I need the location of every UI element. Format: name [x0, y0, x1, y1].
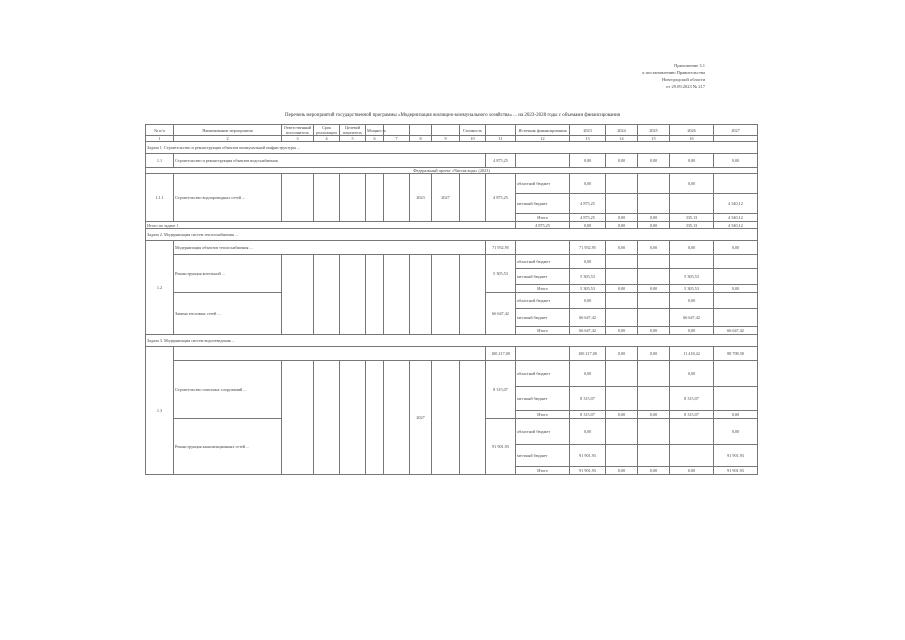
- row-value: 0,00: [638, 347, 670, 361]
- row-number: 1.2: [146, 241, 174, 335]
- row-total: 8 315,07: [486, 361, 516, 419]
- col-number: 15: [638, 136, 670, 142]
- row-value: 4 540,12: [714, 222, 758, 229]
- row-value: 66 647,42: [670, 309, 714, 327]
- row-cell: [366, 361, 384, 475]
- row-value: 0,00: [606, 222, 638, 229]
- row-value: 8 315,07: [670, 387, 714, 411]
- col-header: Ответственный исполнитель: [282, 125, 314, 136]
- row-value: [714, 387, 758, 411]
- row-number: 1.1: [146, 154, 174, 168]
- row-value: 0,00: [670, 293, 714, 309]
- row-value: 0,00: [606, 327, 638, 335]
- col-number: 2: [174, 136, 282, 142]
- col-number: 12: [516, 136, 570, 142]
- row-value: 88 798,58: [714, 347, 758, 361]
- row-value: 0,00: [638, 327, 670, 335]
- row-value: 0,00: [570, 222, 606, 229]
- row-value: 0,00: [638, 467, 670, 475]
- row-value: 4 540,12: [714, 194, 758, 214]
- row-value: 0,00: [570, 174, 606, 194]
- appendix-line: к постановлению Правительства: [642, 70, 705, 75]
- row-total: 4 875,25: [486, 154, 516, 168]
- col-header: Целевой показатель: [340, 125, 366, 136]
- row-name: Реконструкция канализационных сетей ...: [174, 419, 282, 475]
- col-header-year: 2027: [714, 125, 758, 136]
- row-value: 335,13: [670, 222, 714, 229]
- row-value: 0,00: [606, 285, 638, 293]
- table-row: [146, 154, 758, 168]
- row-value: [714, 174, 758, 194]
- row-label: Итого: [516, 214, 570, 222]
- row-value: [670, 445, 714, 467]
- col-header: Стоимость: [460, 125, 486, 136]
- row-number: 1.3: [146, 347, 174, 475]
- row-value: 91 901,93: [570, 445, 606, 467]
- appendix-line: от 29.09.2023 № 217: [666, 84, 705, 89]
- row-cell: [282, 174, 314, 222]
- row-total: 71 952,95: [486, 241, 516, 255]
- row-value: 0,00: [714, 285, 758, 293]
- row-value: [638, 255, 670, 269]
- row-value: 91 901,93: [714, 445, 758, 467]
- row-value: [606, 419, 638, 445]
- row-value: 0,00: [638, 222, 670, 229]
- row-source: местный бюджет: [516, 194, 570, 214]
- row-name: Реконструкция котельной ...: [174, 255, 282, 293]
- col-header: Мощность: [366, 125, 384, 136]
- row-value: [714, 309, 758, 327]
- col-header-year: 2023: [570, 125, 606, 136]
- row-value: 71 952,95: [570, 241, 606, 255]
- table-row: [146, 255, 758, 269]
- row-value: [638, 194, 670, 214]
- row-cell: [384, 174, 410, 222]
- row-year: 2027: [410, 361, 432, 475]
- row-value: [670, 255, 714, 269]
- row-label: Итого: [516, 327, 570, 335]
- row-value: 8 315,07: [570, 411, 606, 419]
- row-value: 66 647,42: [570, 309, 606, 327]
- row-value: 0,00: [670, 327, 714, 335]
- row-value: 0,00: [606, 214, 638, 222]
- section-row: [146, 142, 758, 154]
- row-value: 11 418,42: [670, 347, 714, 361]
- row-value: 4 540,12: [714, 214, 758, 222]
- row-cell: [460, 174, 486, 222]
- row-cell: [314, 361, 340, 475]
- row-value: [638, 293, 670, 309]
- row-value: [638, 269, 670, 285]
- row-name: [174, 347, 486, 361]
- row-source: местный бюджет: [516, 445, 570, 467]
- row-value: [606, 293, 638, 309]
- appendix-block: [642, 62, 705, 90]
- row-value: 0,00: [606, 411, 638, 419]
- row-value: 91 901,93: [714, 467, 758, 475]
- row-source: местный бюджет: [516, 387, 570, 411]
- document-title: Перечень мероприятий государственной программы «Модернизация жилищно-коммунального хозяйства» ... на 2023-2028 годы с объемами финансирования: [285, 113, 620, 118]
- row-value: 0,00: [638, 214, 670, 222]
- row-value: 335,13: [670, 214, 714, 222]
- col-header-year: 2024: [606, 125, 638, 136]
- row-value: 0,00: [570, 255, 606, 269]
- row-value: [638, 174, 670, 194]
- appendix-line: Приложение 3.1: [674, 63, 705, 68]
- row-value: 5 305,53: [670, 285, 714, 293]
- col-number: 6: [366, 136, 384, 142]
- row-value: [606, 361, 638, 387]
- row-value: [638, 309, 670, 327]
- row-cell: [432, 255, 460, 335]
- row-total: 91 901,93: [486, 419, 516, 475]
- row-cell: [432, 361, 460, 475]
- table-row: [146, 361, 758, 387]
- row-value: 4 875,25: [570, 194, 606, 214]
- row-value: [714, 293, 758, 309]
- row-value: [606, 194, 638, 214]
- row-total: 66 647,42: [486, 293, 516, 335]
- row-cell: [410, 255, 432, 335]
- col-number: 5: [340, 136, 366, 142]
- row-value: 4 875,25: [570, 214, 606, 222]
- row-source: областной бюджет: [516, 293, 570, 309]
- row-value: 8 315,07: [670, 411, 714, 419]
- row-value: 0,00: [714, 241, 758, 255]
- col-number: 14: [606, 136, 638, 142]
- row-value: 0,00: [638, 411, 670, 419]
- row-value: [670, 194, 714, 214]
- row-source: областной бюджет: [516, 174, 570, 194]
- col-number: 3: [282, 136, 314, 142]
- row-note: Федеральный проект «Чистая вода» (2023): [146, 168, 758, 174]
- row-name: Модернизация объектов теплоснабжения ...: [174, 241, 486, 255]
- row-cell: [340, 255, 366, 335]
- col-number: 16: [670, 136, 714, 142]
- row-total: 5 305,53: [486, 255, 516, 293]
- col-header: № п/п: [146, 125, 174, 136]
- row-value: 5 305,53: [570, 285, 606, 293]
- col-number: 4: [314, 136, 340, 142]
- section-row: [146, 335, 758, 347]
- row-source: [516, 347, 570, 361]
- row-value: [638, 361, 670, 387]
- row-value: [606, 255, 638, 269]
- row-cell: [384, 361, 410, 475]
- row-source: [516, 154, 570, 168]
- row-label: Итого: [516, 467, 570, 475]
- row-value: 66 647,42: [714, 327, 758, 335]
- row-name: Строительство очистных сооружений ...: [174, 361, 282, 419]
- appendix-line: Новгородской области: [661, 77, 705, 82]
- row-value: 0,00: [570, 293, 606, 309]
- row-year: 2023: [410, 174, 432, 222]
- table-row: [146, 347, 758, 361]
- row-value: [606, 174, 638, 194]
- row-name: Строительство водопроводных сетей ...: [174, 174, 282, 222]
- row-number: 1.1.1: [146, 174, 174, 222]
- row-cell: [282, 255, 314, 335]
- row-cell: [282, 361, 314, 475]
- row-label: Итого: [516, 411, 570, 419]
- row-value: [606, 387, 638, 411]
- col-number: 9: [432, 136, 460, 142]
- row-cell: [384, 255, 410, 335]
- col-header-year: 2025: [638, 125, 670, 136]
- measures-table: [145, 124, 758, 475]
- row-value: [714, 255, 758, 269]
- row-source: местный бюджет: [516, 269, 570, 285]
- row-value: 0,00: [670, 154, 714, 168]
- section-row: [146, 229, 758, 241]
- section-heading: Задача 1. Строительство и реконструкция объектов коммунальной инфраструктуры ...: [146, 142, 758, 154]
- col-header: [410, 125, 432, 136]
- row-value: [606, 269, 638, 285]
- table-row: [146, 174, 758, 194]
- row-name: Строительство и реконструкция объектов водоснабжения: [174, 154, 486, 168]
- row-value: 5 305,53: [670, 269, 714, 285]
- row-source: местный бюджет: [516, 309, 570, 327]
- row-value: 0,00: [638, 154, 670, 168]
- row-label: Итого: [516, 285, 570, 293]
- row-total: 100 217,00: [486, 347, 516, 361]
- row-year: 2027: [432, 174, 460, 222]
- col-header-year: 2026: [670, 125, 714, 136]
- row-value: 0,00: [670, 174, 714, 194]
- col-number: 8: [410, 136, 432, 142]
- row-cell: [366, 255, 384, 335]
- col-number: 13: [570, 136, 606, 142]
- row-value: 0,00: [570, 154, 606, 168]
- row-value: [638, 445, 670, 467]
- row-value: 0,00: [606, 467, 638, 475]
- col-number: 10: [460, 136, 486, 142]
- section-heading: Задача 2. Модернизация систем теплоснабжения ...: [146, 229, 758, 241]
- row-cell: [314, 255, 340, 335]
- row-source: областной бюджет: [516, 255, 570, 269]
- row-value: 0,00: [670, 241, 714, 255]
- row-cell: [340, 174, 366, 222]
- row-value: 0,00: [606, 241, 638, 255]
- row-value: [670, 419, 714, 445]
- row-value: 0,00: [570, 419, 606, 445]
- row-label: Итого по задаче 1: [146, 222, 516, 229]
- row-value: 66 647,42: [570, 327, 606, 335]
- row-cell: [366, 174, 384, 222]
- row-value: 5 305,53: [570, 269, 606, 285]
- row-value: 91 901,93: [570, 467, 606, 475]
- total-row: [146, 222, 758, 229]
- measures-table-sheet: [145, 124, 757, 475]
- row-source: [516, 241, 570, 255]
- row-value: 0,00: [714, 411, 758, 419]
- row-total: 4 875,25: [486, 174, 516, 222]
- col-header: [486, 125, 516, 136]
- row-value: 0,00: [638, 241, 670, 255]
- row-value: 0,00: [670, 467, 714, 475]
- row-value: [606, 445, 638, 467]
- col-number: 11: [486, 136, 516, 142]
- section-heading: Задача 3. Модернизация систем водоотведения ...: [146, 335, 758, 347]
- col-number: 7: [384, 136, 410, 142]
- col-number: 1: [146, 136, 174, 142]
- row-value: 0,00: [714, 154, 758, 168]
- table-header-row: [146, 125, 758, 136]
- table-row: [146, 241, 758, 255]
- row-value: 0,00: [714, 419, 758, 445]
- row-value: 100 217,00: [570, 347, 606, 361]
- row-value: [606, 309, 638, 327]
- row-cell: [314, 174, 340, 222]
- row-cell: [460, 255, 486, 335]
- row-value: 0,00: [638, 285, 670, 293]
- row-value: [638, 387, 670, 411]
- col-header: [432, 125, 460, 136]
- row-value: [714, 361, 758, 387]
- row-cell: [340, 361, 366, 475]
- row-value: 4 875,25: [516, 222, 570, 229]
- row-value: [638, 419, 670, 445]
- row-value: 0,00: [570, 361, 606, 387]
- col-header: Источник финансирования: [516, 125, 570, 136]
- row-source: областной бюджет: [516, 361, 570, 387]
- col-header: Срок реализации: [314, 125, 340, 136]
- row-source: областной бюджет: [516, 419, 570, 445]
- row-name: Замена тепловых сетей ...: [174, 293, 282, 335]
- col-header: Наименование мероприятия: [174, 125, 282, 136]
- row-value: 8 315,07: [570, 387, 606, 411]
- row-value: 0,00: [670, 361, 714, 387]
- row-cell: [460, 361, 486, 475]
- row-value: [714, 269, 758, 285]
- row-value: 0,00: [606, 154, 638, 168]
- row-value: 0,00: [606, 347, 638, 361]
- col-header: [384, 125, 410, 136]
